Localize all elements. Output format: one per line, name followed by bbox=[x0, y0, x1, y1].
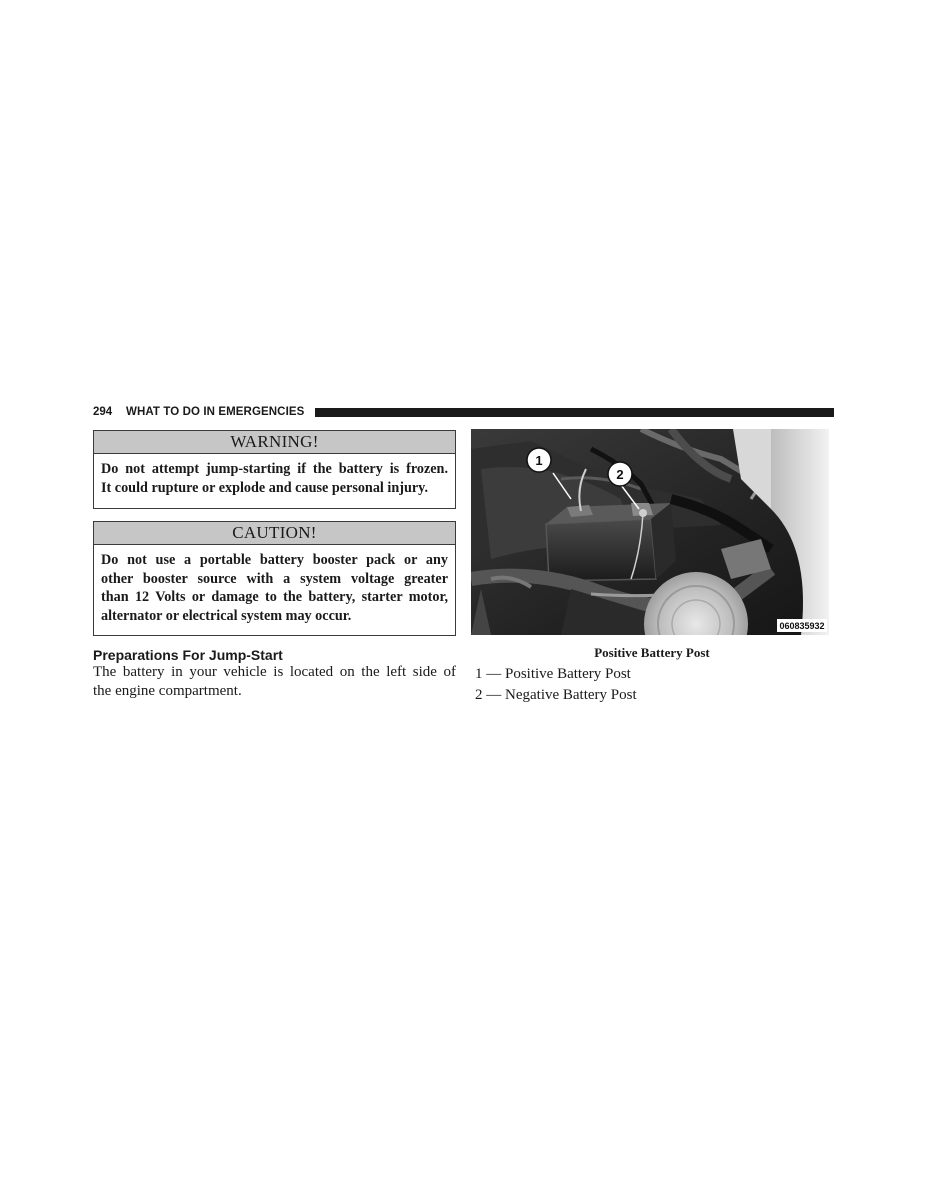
page-number: 294 bbox=[93, 406, 113, 418]
image-code: 060835932 bbox=[779, 621, 825, 631]
engine-compartment-illustration bbox=[471, 429, 829, 635]
caution-line: alternator or electrical system may occur. bbox=[101, 607, 352, 624]
warning-title: WARNING! bbox=[94, 431, 455, 454]
warning-box bbox=[93, 430, 456, 509]
section-title: WHAT TO DO IN EMERGENCIES bbox=[126, 406, 305, 418]
caution-line: Do not use a portable battery booster pack or any bbox=[101, 552, 448, 568]
callout-2: 2 bbox=[616, 467, 624, 482]
callout-1: 1 bbox=[535, 453, 543, 468]
warning-line: It could rupture or explode and cause personal injury. bbox=[101, 479, 429, 496]
header-rule bbox=[315, 408, 834, 417]
preparations-heading: Preparations For Jump-Start bbox=[93, 647, 283, 663]
legend-item: 2 — Negative Battery Post bbox=[475, 687, 637, 703]
paragraph-line: The battery in your vehicle is located on the left side of bbox=[93, 664, 456, 680]
caution-line: than 12 Volts or damage to the battery, starter motor, bbox=[101, 589, 448, 605]
warning-line: Do not attempt jump-starting if the battery is frozen. bbox=[101, 461, 448, 477]
preparations-paragraph bbox=[93, 663, 456, 701]
paragraph-line: the engine compartment. bbox=[93, 683, 242, 699]
page-header bbox=[93, 405, 834, 419]
battery-photo bbox=[471, 429, 829, 635]
legend-item: 1 — Positive Battery Post bbox=[475, 666, 631, 682]
figure-caption: Positive Battery Post bbox=[594, 645, 710, 660]
figure-legend bbox=[475, 664, 835, 706]
caution-title: CAUTION! bbox=[94, 522, 455, 545]
caution-text bbox=[94, 545, 455, 631]
caution-line: other booster source with a system voltage greater bbox=[101, 570, 448, 587]
warning-text bbox=[94, 454, 455, 503]
caution-box bbox=[93, 521, 456, 636]
